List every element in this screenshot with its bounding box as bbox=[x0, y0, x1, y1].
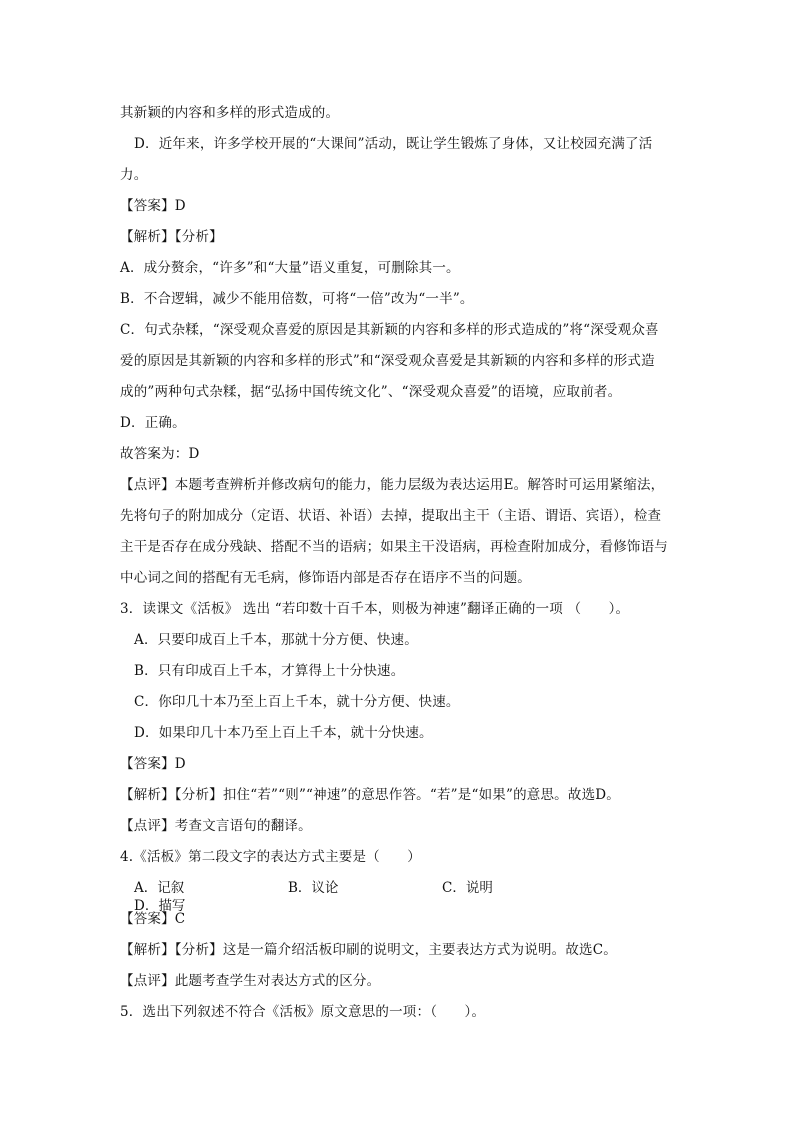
analysis-d: D．正确。 bbox=[120, 415, 186, 431]
q3-option-a: A．只要印成百上千本，那就十分方便、快速。 bbox=[134, 632, 418, 648]
text-line: 主干是否存在成分残缺、搭配不当的语病；如果主干没语病，再检查附加成分，看修饰语与 bbox=[120, 539, 668, 555]
analysis-label: 【解析】【分析】 bbox=[120, 229, 223, 245]
q4-option-c: C．说明 bbox=[442, 880, 493, 896]
analysis-line: 【解析】【分析】这是一篇介绍活板印刷的说明文，主要表达方式为说明。故选C。 bbox=[120, 942, 617, 958]
answer-label: 【答案】C bbox=[120, 911, 186, 927]
q3-option-b: B．只有印成百上千本，才算得上十分快速。 bbox=[134, 663, 405, 679]
answer-label: 【答案】D bbox=[120, 756, 186, 772]
analysis-line: 【解析】【分析】扣住“若”“则”“神速”的意思作答。“若”是“如果”的意思。故选D。 bbox=[120, 787, 620, 803]
comment-line: 【点评】考查文言语句的翻译。 bbox=[120, 818, 312, 834]
text-line: 力。 bbox=[120, 167, 148, 183]
q4-options bbox=[134, 879, 694, 915]
text-line: 先将句子的附加成分（定语、状语、补语）去掉，提取出主干（主语、谓语、宾语），检查 bbox=[120, 508, 662, 524]
text-line: 中心词之间的搭配有无毛病，修饰语内部是否存在语序不当的问题。 bbox=[120, 570, 531, 586]
text-line: 成的”两种句式杂糅，据“弘扬中国传统文化”、“深受观众喜爱”的语境，应取前者。 bbox=[120, 384, 622, 400]
q3-option-c: C．你印几十本乃至上百上千本，就十分方便、快速。 bbox=[134, 694, 460, 710]
question-4: 4.《活板》第二段文字的表达方式主要是（ ） bbox=[120, 849, 421, 865]
q4-option-a: A．记叙 bbox=[134, 880, 185, 896]
question-5: 5．选出下列叙述不符合《活板》原文意思的一项：（ ）。 bbox=[120, 1004, 486, 1020]
q4-option-d: D．描写 bbox=[134, 898, 186, 914]
analysis-b: B．不合逻辑，减少不能用倍数，可将“一倍”改为“一半”。 bbox=[120, 291, 474, 307]
text-line: 其新颖的内容和多样的形式造成的。 bbox=[120, 105, 340, 121]
text-line: 爱的原因是其新颖的内容和多样的形式”和“深受观众喜爱是其新颖的内容和多样的形式造 bbox=[120, 353, 655, 369]
analysis-a: A．成分赘余，“许多”和“大量”语义重复，可删除其一。 bbox=[120, 260, 460, 276]
comment-line: 【点评】此题考查学生对表达方式的区分。 bbox=[120, 973, 381, 989]
question-3: 3．读课文《活板》 选出 “若印数十百千本，则极为神速”翻译正确的一项 （ ）。 bbox=[120, 601, 630, 617]
option-d-line: D．近年来，许多学校开展的“大课间”活动，既让学生锻炼了身体，又让校园充满了活 bbox=[134, 136, 653, 152]
comment-line: 【点评】本题考查辨析并修改病句的能力，能力层级为表达运用E。解答时可运用紧缩法， bbox=[120, 477, 665, 493]
answer-label: 【答案】D bbox=[120, 198, 186, 214]
analysis-c: C．句式杂糅，“深受观众喜爱的原因是其新颖的内容和多样的形式造成的”将“深受观众喜 bbox=[120, 322, 659, 338]
q4-option-b: B．议论 bbox=[288, 880, 339, 896]
q3-option-d: D．如果印几十本乃至上百上千本，就十分快速。 bbox=[134, 725, 433, 741]
final-answer: 故答案为：D bbox=[120, 446, 200, 462]
